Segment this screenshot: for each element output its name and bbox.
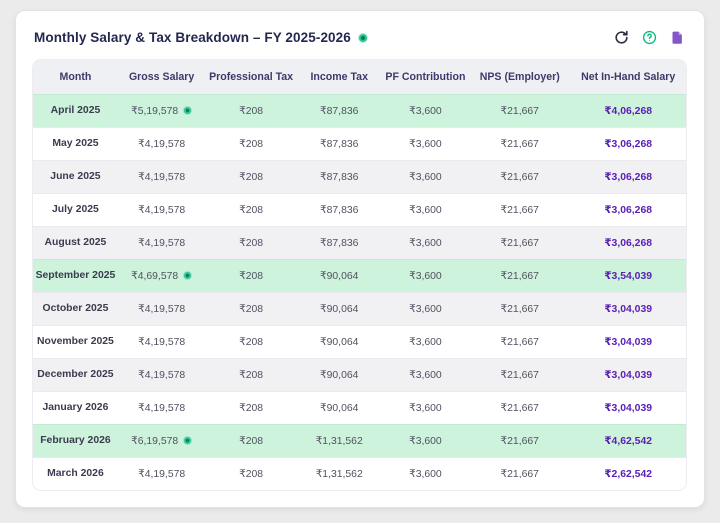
cell-month: December 2025	[33, 358, 118, 391]
column-header: Month	[33, 60, 118, 94]
table-head	[33, 60, 686, 94]
gross-info-badge-icon[interactable]	[183, 106, 192, 115]
card-header	[16, 11, 704, 59]
cell-net-in-hand-salary: ₹2,62,542	[570, 457, 686, 490]
help-button[interactable]	[642, 30, 657, 45]
page-title: Monthly Salary & Tax Breakdown – FY 2025-2026	[34, 30, 351, 45]
gross-salary-value: ₹4,69,578	[131, 270, 179, 282]
report-document-icon	[670, 30, 685, 45]
live-status-dot-icon	[358, 33, 368, 43]
salary-breakdown-card	[15, 10, 705, 508]
table-row	[33, 127, 686, 160]
cell-gross-salary	[118, 226, 206, 259]
cell-month: January 2026	[33, 391, 118, 424]
column-header: Net In-Hand Salary	[570, 60, 686, 94]
cell-month: July 2025	[33, 193, 118, 226]
cell-pf-contribution: ₹3,600	[382, 193, 470, 226]
cell-professional-tax: ₹208	[205, 193, 296, 226]
cell-month: April 2025	[33, 94, 118, 127]
cell-professional-tax: ₹208	[205, 94, 296, 127]
table-row	[33, 325, 686, 358]
refresh-button[interactable]	[614, 30, 629, 45]
cell-income-tax: ₹87,836	[297, 193, 382, 226]
cell-income-tax: ₹90,064	[297, 292, 382, 325]
cell-nps-employer: ₹21,667	[469, 94, 570, 127]
cell-nps-employer: ₹21,667	[469, 424, 570, 457]
cell-professional-tax: ₹208	[205, 391, 296, 424]
cell-pf-contribution: ₹3,600	[382, 424, 470, 457]
cell-gross-salary	[118, 424, 206, 457]
cell-pf-contribution: ₹3,600	[382, 325, 470, 358]
cell-professional-tax: ₹208	[205, 358, 296, 391]
cell-income-tax: ₹90,064	[297, 358, 382, 391]
cell-nps-employer: ₹21,667	[469, 259, 570, 292]
table-row	[33, 193, 686, 226]
cell-professional-tax: ₹208	[205, 160, 296, 193]
gross-salary-value: ₹4,19,578	[138, 336, 186, 348]
cell-gross-salary	[118, 160, 206, 193]
cell-income-tax: ₹87,836	[297, 94, 382, 127]
table-body	[33, 94, 686, 490]
cell-pf-contribution: ₹3,600	[382, 358, 470, 391]
cell-income-tax: ₹1,31,562	[297, 457, 382, 490]
cell-income-tax: ₹90,064	[297, 391, 382, 424]
table-row	[33, 391, 686, 424]
cell-gross-salary	[118, 457, 206, 490]
table-row	[33, 226, 686, 259]
cell-professional-tax: ₹208	[205, 226, 296, 259]
cell-net-in-hand-salary: ₹3,06,268	[570, 193, 686, 226]
cell-nps-employer: ₹21,667	[469, 292, 570, 325]
cell-pf-contribution: ₹3,600	[382, 127, 470, 160]
table-header-row	[33, 60, 686, 94]
cell-gross-salary	[118, 127, 206, 160]
cell-nps-employer: ₹21,667	[469, 391, 570, 424]
cell-gross-salary	[118, 325, 206, 358]
gross-salary-value: ₹4,19,578	[138, 237, 186, 249]
cell-net-in-hand-salary: ₹3,54,039	[570, 259, 686, 292]
cell-gross-salary	[118, 193, 206, 226]
table-row	[33, 259, 686, 292]
gross-salary-value: ₹5,19,578	[131, 105, 179, 117]
cell-gross-salary	[118, 94, 206, 127]
gross-info-badge-icon[interactable]	[183, 436, 192, 445]
table-container	[32, 59, 687, 491]
gross-salary-value: ₹4,19,578	[138, 138, 186, 150]
cell-month: June 2025	[33, 160, 118, 193]
refresh-icon	[614, 30, 629, 45]
cell-income-tax: ₹90,064	[297, 325, 382, 358]
cell-pf-contribution: ₹3,600	[382, 292, 470, 325]
cell-pf-contribution: ₹3,600	[382, 226, 470, 259]
cell-nps-employer: ₹21,667	[469, 193, 570, 226]
cell-pf-contribution: ₹3,600	[382, 457, 470, 490]
cell-net-in-hand-salary: ₹3,04,039	[570, 325, 686, 358]
report-button[interactable]	[670, 30, 685, 45]
cell-professional-tax: ₹208	[205, 424, 296, 457]
cell-gross-salary	[118, 358, 206, 391]
cell-professional-tax: ₹208	[205, 292, 296, 325]
gross-info-badge-icon[interactable]	[183, 271, 192, 280]
cell-net-in-hand-salary: ₹4,62,542	[570, 424, 686, 457]
cell-month: May 2025	[33, 127, 118, 160]
table-row	[33, 358, 686, 391]
cell-nps-employer: ₹21,667	[469, 325, 570, 358]
cell-net-in-hand-salary: ₹3,04,039	[570, 358, 686, 391]
column-header: Professional Tax	[205, 60, 296, 94]
cell-month: August 2025	[33, 226, 118, 259]
cell-income-tax: ₹87,836	[297, 226, 382, 259]
cell-nps-employer: ₹21,667	[469, 457, 570, 490]
cell-professional-tax: ₹208	[205, 127, 296, 160]
gross-salary-value: ₹4,19,578	[138, 369, 186, 381]
salary-table	[33, 60, 686, 490]
cell-nps-employer: ₹21,667	[469, 358, 570, 391]
table-row	[33, 424, 686, 457]
cell-net-in-hand-salary: ₹3,06,268	[570, 160, 686, 193]
cell-professional-tax: ₹208	[205, 259, 296, 292]
cell-pf-contribution: ₹3,600	[382, 160, 470, 193]
cell-net-in-hand-salary: ₹3,06,268	[570, 127, 686, 160]
cell-pf-contribution: ₹3,600	[382, 391, 470, 424]
column-header: Gross Salary	[118, 60, 206, 94]
cell-net-in-hand-salary: ₹4,06,268	[570, 94, 686, 127]
table-row	[33, 94, 686, 127]
gross-salary-value: ₹4,19,578	[138, 468, 186, 480]
cell-gross-salary	[118, 292, 206, 325]
cell-income-tax: ₹87,836	[297, 160, 382, 193]
cell-month: October 2025	[33, 292, 118, 325]
cell-net-in-hand-salary: ₹3,04,039	[570, 292, 686, 325]
column-header: NPS (Employer)	[469, 60, 570, 94]
toolbar	[614, 30, 685, 45]
cell-gross-salary	[118, 391, 206, 424]
cell-professional-tax: ₹208	[205, 325, 296, 358]
table-row	[33, 292, 686, 325]
cell-net-in-hand-salary: ₹3,04,039	[570, 391, 686, 424]
cell-month: September 2025	[33, 259, 118, 292]
cell-pf-contribution: ₹3,600	[382, 94, 470, 127]
column-header: PF Contribution	[382, 60, 470, 94]
gross-salary-value: ₹4,19,578	[138, 303, 186, 315]
cell-nps-employer: ₹21,667	[469, 127, 570, 160]
table-row	[33, 457, 686, 490]
gross-salary-value: ₹4,19,578	[138, 204, 186, 216]
cell-month: November 2025	[33, 325, 118, 358]
cell-nps-employer: ₹21,667	[469, 160, 570, 193]
table-row	[33, 160, 686, 193]
cell-month: March 2026	[33, 457, 118, 490]
column-header: Income Tax	[297, 60, 382, 94]
cell-net-in-hand-salary: ₹3,06,268	[570, 226, 686, 259]
cell-income-tax: ₹90,064	[297, 259, 382, 292]
cell-professional-tax: ₹208	[205, 457, 296, 490]
gross-salary-value: ₹4,19,578	[138, 402, 186, 414]
title-wrap	[34, 30, 368, 45]
cell-pf-contribution: ₹3,600	[382, 259, 470, 292]
help-icon	[642, 30, 657, 45]
cell-gross-salary	[118, 259, 206, 292]
cell-income-tax: ₹1,31,562	[297, 424, 382, 457]
gross-salary-value: ₹6,19,578	[131, 435, 179, 447]
gross-salary-value: ₹4,19,578	[138, 171, 186, 183]
cell-month: February 2026	[33, 424, 118, 457]
cell-nps-employer: ₹21,667	[469, 226, 570, 259]
cell-income-tax: ₹87,836	[297, 127, 382, 160]
